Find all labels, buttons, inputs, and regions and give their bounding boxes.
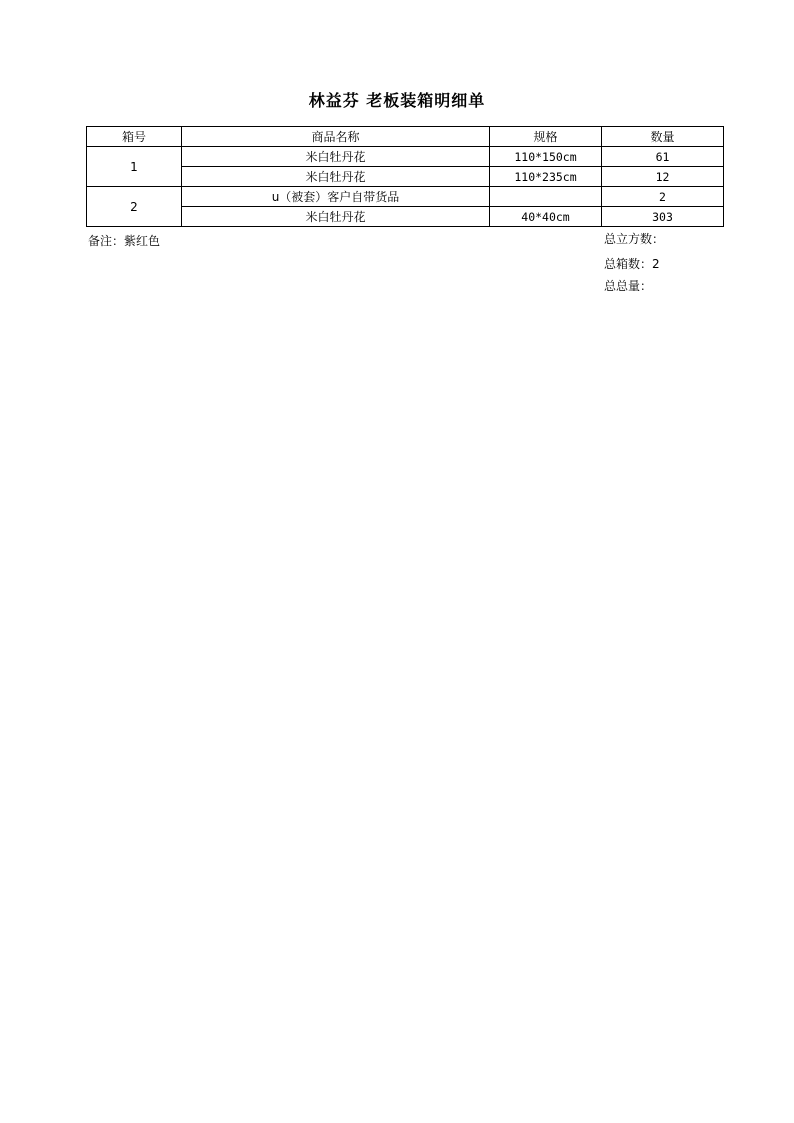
table-row — [87, 187, 724, 207]
spec-cell: 110*150cm — [490, 147, 602, 167]
quantity-cell: 12 — [602, 167, 724, 187]
spec-cell: 110*235cm — [490, 167, 602, 187]
product-name-cell: u（被套）客户自带货品 — [182, 187, 490, 207]
header-box-no: 箱号 — [87, 127, 182, 147]
table-row — [87, 207, 724, 227]
box-number-cell: 2 — [87, 187, 182, 227]
header-quantity: 数量 — [602, 127, 724, 147]
quantity-cell: 303 — [602, 207, 724, 227]
table-row — [87, 167, 724, 187]
header-spec: 规格 — [490, 127, 602, 147]
product-name-cell: 米白牡丹花 — [182, 207, 490, 227]
product-name-cell: 米白牡丹花 — [182, 147, 490, 167]
total-volume-label: 总立方数： — [604, 232, 665, 246]
quantity-cell: 61 — [602, 147, 724, 167]
total-weight-label: 总总量： — [604, 279, 653, 293]
spec-cell — [490, 187, 602, 207]
document-title: 林益芬 老板装箱明细单 — [308, 91, 486, 110]
table-row — [87, 147, 724, 167]
remark-note: 备注：紫红色 — [88, 234, 161, 248]
spec-cell: 40*40cm — [490, 207, 602, 227]
header-product-name: 商品名称 — [182, 127, 490, 147]
table-header-row — [87, 127, 724, 147]
quantity-cell: 2 — [602, 187, 724, 207]
packing-list-table — [86, 126, 724, 227]
total-boxes-label: 总箱数：2 — [604, 257, 660, 271]
product-name-cell: 米白牡丹花 — [182, 167, 490, 187]
box-number-cell: 1 — [87, 147, 182, 187]
